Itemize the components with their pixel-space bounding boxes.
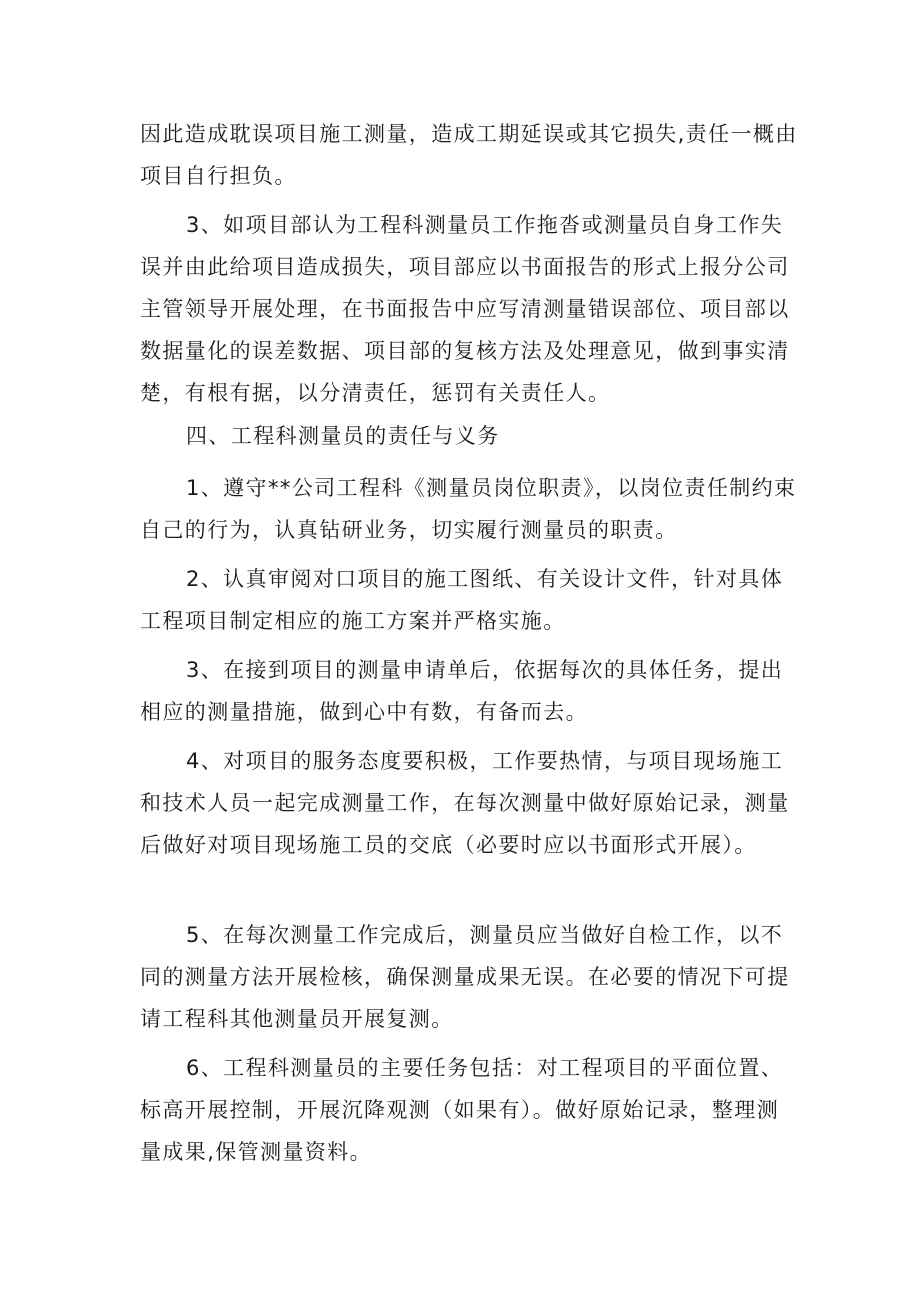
paragraph-item-3-measures: 3、在接到项目的测量申请单后，依据每次的具体任务，提出相应的测量措施，做到心中有数，有备而去。 xyxy=(140,658,784,724)
section-heading-four: 四、工程科测量员的责任与义务 xyxy=(186,424,500,448)
paragraph-item-4-service: 4、对项目的服务态度要积极，工作要热情，与项目现场施工和技术人员一起完成测量工作，在每次测量中做好原始记录，测量后做好对项目现场施工员的交底（必要时应以书面形式开展）。 xyxy=(140,749,790,857)
paragraph-continuation: 因此造成耽误项目施工测量，造成工期延误或其它损失,责任一概由项目自行担负。 xyxy=(140,122,798,188)
paragraph-item-3-report: 3、如项目部认为工程科测量员工作拖沓或测量员自身工作失误并由此给项目造成损失，项目部应以书面报告的形式上报分公司主管领导开展处理，在书面报告中应写清测量错误部位、项目部以数据量化的误差数据、项目部的复核方法及处理意见，做到事实清楚，有根有据，以分清责任，惩罚有关责任人。 xyxy=(140,213,790,405)
paragraph-item-1-duties: 1、遵守**公司工程科《测量员岗位职责》，以岗位责任制约束自己的行为，认真钻研业务，切实履行测量员的职责。 xyxy=(140,476,797,542)
paragraph-item-6-tasks: 6、工程科测量员的主要任务包括：对工程项目的平面位置、标高开展控制，开展沉降观测（如果有）。做好原始记录，整理测量成果,保管测量资料。 xyxy=(140,1056,784,1164)
paragraph-item-5-selfcheck: 5、在每次测量工作完成后，测量员应当做好自检工作，以不同的测量方法开展检核，确保测量成果无误。在必要的情况下可提请工程科其他测量员开展复测。 xyxy=(140,923,790,1031)
paragraph-item-2-drawings: 2、认真审阅对口项目的施工图纸、有关设计文件，针对具体工程项目制定相应的施工方案并严格实施。 xyxy=(140,567,784,633)
